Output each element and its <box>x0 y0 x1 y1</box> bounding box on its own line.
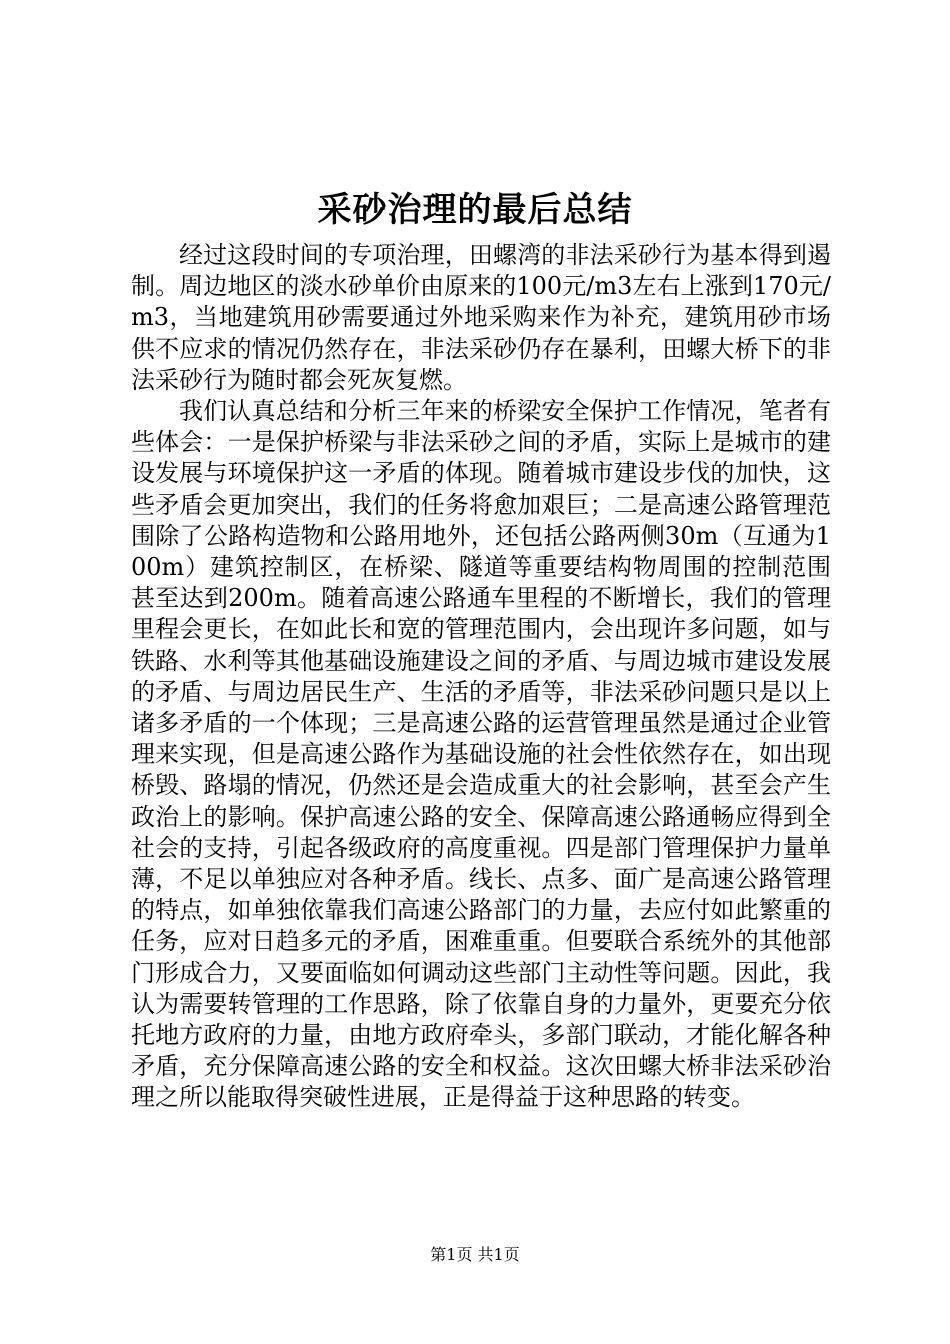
document-body <box>131 240 831 1114</box>
paragraph-1: 经过这段时间的专项治理，田螺湾的非法采砂行为基本得到遏制。周边地区的淡水砂单价由原来的100元/m3左右上涨到170元/m3，当地建筑用砂需要通过外地采购来作为补充，建筑用砂市场供不应求的情况仍然存在，非法采砂仍存在暴利，田螺大桥下的非法采砂行为随时都会死灰复燃。 <box>131 241 831 394</box>
page-footer: 第1页 共1页 <box>430 1245 520 1264</box>
paragraph-2: 我们认真总结和分析三年来的桥梁安全保护工作情况，笔者有些体会：一是保护桥梁与非法采砂之间的矛盾，实际上是城市的建设发展与环境保护这一矛盾的体现。随着城市建设步伐的加快，这些矛盾会更加突出，我们的任务将愈加艰巨；二是高速公路管理范围除了公路构造物和公路用地外，还包括公路两侧30m（互通为100m）建筑控制区，在桥梁、隧道等重要结构物周围的控制范围甚至达到200m。随着高速公路通车里程的不断增长，我们的管理里程会更长，在如此长和宽的管理范围内，会出现许多问题，如与铁路、水利等其他基础设施建设之间的矛盾、与周边城市建设发展的矛盾、与周边居民生产、生活的矛盾等，非法采砂问题只是以上诸多矛盾的一个体现；三是高速公路的运营管理虽然是通过企业管理来实现，但是高速公路作为基础设施的社会性依然存在，如出现桥毁、路塌的情况，仍然还是会造成重大的社会影响，甚至会产生政治上的影响。保护高速公路的安全、保障高速公路通畅应得到全社会的支持，引起各级政府的高度重视。四是部门管理保护力量单薄，不足以单独应对各种矛盾。线长、点多、面广是高速公路管理的特点，如单独依靠我们高速公路部门的力量，去应付如此繁重的任务，应对日趋多元的矛盾，困难重重。但要联合系统外的其他部门形成合力，又要面临如何调动这些部门主动性等问题。因此，我认为需要转管理的工作思路，除了依靠自身的力量外，更要充分依托地方政府的力量，由地方政府牵头，多部门联动，才能化解各种矛盾，充分保障高速公路的安全和权益。这次田螺大桥非法采砂治理之所以能取得突破性进展，正是得益于这种思路的转变。 <box>131 397 831 1112</box>
document-title: 采砂治理的最后总结 <box>317 190 633 230</box>
